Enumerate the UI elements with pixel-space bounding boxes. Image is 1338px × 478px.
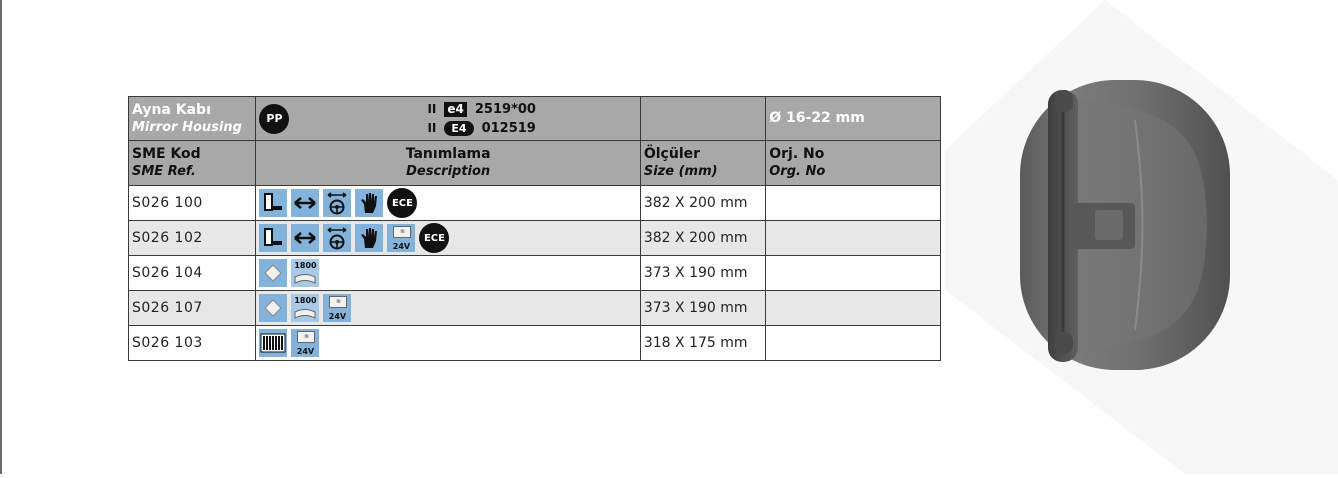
row-code-cell [129, 186, 256, 221]
row-desc-cell [256, 326, 640, 361]
col-size-header [640, 141, 765, 186]
table-body [129, 186, 941, 361]
table-header-category [129, 97, 941, 141]
category-cell [129, 97, 256, 141]
row-code: S026 107 [132, 300, 203, 316]
glass-plate-icon [259, 294, 287, 322]
convex-1800-icon: 1800 [291, 259, 319, 287]
glass-plate-icon [259, 259, 287, 287]
row-size: 382 X 200 mm [643, 195, 748, 211]
approval-1-prefix: II [427, 102, 437, 116]
table-row [129, 256, 941, 291]
diameter-value: Ø 16-22 mm [769, 110, 865, 126]
row-size-cell [640, 291, 765, 326]
approval-marks [427, 100, 536, 138]
row-orig-cell [766, 186, 941, 221]
row-icons [259, 329, 636, 357]
E4-mark-icon: E4 [444, 121, 473, 136]
short-arm-icon [259, 224, 287, 252]
col-code-tr: SME Kod [132, 146, 201, 162]
row-code-cell [129, 221, 256, 256]
heater-element-icon [259, 329, 287, 357]
row-orig-cell [766, 291, 941, 326]
row-code-cell [129, 326, 256, 361]
col-orig-en: Org. No [769, 164, 826, 179]
row-desc-cell [256, 221, 640, 256]
mirror-housing-photo [945, 0, 1338, 474]
row-size-cell [640, 256, 765, 291]
row-size: 318 X 175 mm [643, 335, 748, 351]
row-orig-cell [766, 221, 941, 256]
approval-line-1 [427, 100, 536, 119]
product-spec-table [128, 96, 941, 361]
table-row [129, 291, 941, 326]
col-desc-en: Description [406, 164, 491, 179]
steering-wheel-icon [323, 224, 351, 252]
row-code: S026 104 [132, 265, 203, 281]
row-icons [259, 188, 636, 218]
ece-icon: ECE [419, 223, 449, 253]
adjust-arrows-icon [291, 189, 319, 217]
row-orig-cell [766, 326, 941, 361]
manual-hand-icon [355, 189, 383, 217]
row-code: S026 103 [132, 335, 203, 351]
row-desc-cell [256, 256, 640, 291]
approval-line-2 [427, 119, 535, 138]
category-tr: Ayna Kabı [132, 101, 211, 118]
diameter-cell [766, 97, 941, 141]
table-header-columns [129, 141, 941, 186]
heated-24v-icon: ≋ 24V [387, 224, 415, 252]
row-code-cell [129, 291, 256, 326]
steering-wheel-icon [323, 189, 351, 217]
short-arm-icon [259, 189, 287, 217]
col-size-en: Size (mm) [643, 164, 718, 179]
table-row [129, 326, 941, 361]
row-icons [259, 294, 636, 322]
col-desc-header [256, 141, 640, 186]
row-size-cell [640, 221, 765, 256]
row-icons [259, 223, 636, 253]
approval-2-number: 012519 [481, 120, 536, 136]
row-size: 382 X 200 mm [643, 230, 748, 246]
header-empty-cell [640, 97, 765, 141]
col-orig-header [766, 141, 941, 186]
row-code-cell [129, 256, 256, 291]
row-size-cell [640, 326, 765, 361]
row-desc-cell [256, 291, 640, 326]
table-row [129, 186, 941, 221]
approval-1-number: 2519*00 [474, 101, 536, 117]
row-size-cell [640, 186, 765, 221]
row-code: S026 100 [132, 195, 203, 211]
left-border-line [0, 0, 2, 474]
convex-1800-icon: 1800 [291, 294, 319, 322]
row-icons [259, 259, 636, 287]
col-code-en: SME Ref. [132, 164, 196, 179]
ece-icon: ECE [387, 188, 417, 218]
approval-2-prefix: II [427, 121, 437, 135]
row-code: S026 102 [132, 230, 203, 246]
table-row [129, 221, 941, 256]
col-desc-tr: Tanımlama [405, 146, 491, 162]
row-size: 373 X 190 mm [643, 265, 748, 281]
col-size-tr: Ölçüler [643, 146, 701, 162]
heated-24v-icon: ≋ 24V [323, 294, 351, 322]
adjust-arrows-icon [291, 224, 319, 252]
category-en: Mirror Housing [132, 119, 242, 135]
col-code-header [129, 141, 256, 186]
e4-mark-icon: e4 [444, 102, 467, 117]
row-desc-cell [256, 186, 640, 221]
approval-cell [256, 97, 640, 141]
row-size: 373 X 190 mm [643, 300, 748, 316]
heated-24v-icon: ≋ 24V [291, 329, 319, 357]
col-orig-tr: Orj. No [769, 146, 825, 162]
pp-material-badge: PP [259, 104, 289, 134]
row-orig-cell [766, 256, 941, 291]
manual-hand-icon [355, 224, 383, 252]
